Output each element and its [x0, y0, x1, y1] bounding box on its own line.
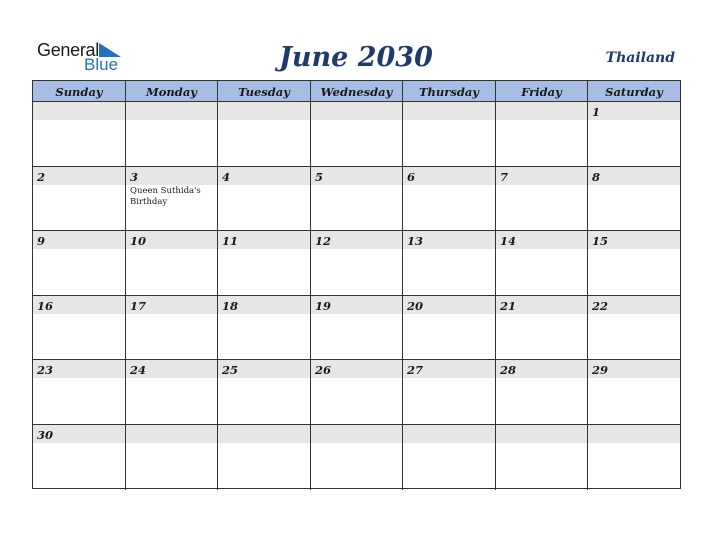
calendar-empty-cell [218, 425, 311, 490]
day-number: 29 [592, 363, 609, 378]
date-band [126, 425, 217, 443]
logo-word-blue: Blue [84, 55, 119, 74]
date-band [403, 102, 495, 120]
day-number: 11 [222, 234, 239, 249]
day-number: 16 [37, 298, 54, 313]
calendar-day-cell [588, 360, 680, 424]
date-band [496, 102, 587, 120]
calendar-day-cell [496, 231, 588, 295]
calendar-empty-cell [496, 425, 588, 490]
calendar-week-row [33, 425, 680, 490]
calendar-empty-cell [218, 102, 311, 166]
day-number: 10 [130, 234, 147, 249]
day-number: 7 [500, 169, 509, 184]
calendar-day-cell [33, 425, 126, 490]
calendar-day-cell [311, 296, 403, 360]
calendar-day-cell [126, 167, 218, 231]
calendar-empty-cell [403, 102, 496, 166]
date-band [33, 102, 125, 120]
calendar-empty-cell [403, 425, 496, 490]
weekday-header: Thursday [403, 81, 496, 101]
calendar-day-cell [33, 167, 126, 231]
date-band [403, 425, 495, 443]
day-number: 15 [592, 234, 609, 249]
date-band [403, 167, 495, 185]
weekday-header-row [33, 81, 680, 102]
calendar-day-cell [588, 296, 680, 360]
weekday-header: Tuesday [218, 81, 311, 101]
day-number: 21 [500, 298, 517, 313]
calendar-day-cell [588, 231, 680, 295]
calendar-empty-cell [496, 102, 588, 166]
calendar-week-row [33, 360, 680, 425]
day-number: 28 [500, 363, 517, 378]
day-number: 3 [130, 169, 139, 184]
day-number: 18 [222, 298, 239, 313]
calendar-grid [32, 80, 681, 489]
day-number: 26 [315, 363, 332, 378]
date-band [33, 167, 125, 185]
date-band [311, 102, 402, 120]
country-label: Thailand [605, 50, 675, 66]
date-band [218, 167, 310, 185]
calendar-day-cell [403, 231, 496, 295]
calendar-empty-cell [33, 102, 126, 166]
calendar-title: June 2030 [279, 42, 433, 73]
calendar-day-cell [311, 231, 403, 295]
day-number: 2 [37, 169, 46, 184]
calendar-day-cell [588, 102, 680, 166]
calendar-day-cell [218, 360, 311, 424]
calendar-day-cell [218, 167, 311, 231]
date-band [33, 231, 125, 249]
calendar-day-cell [403, 296, 496, 360]
weekday-header: Sunday [33, 81, 126, 101]
day-number: 8 [592, 169, 601, 184]
day-number: 24 [130, 363, 147, 378]
day-number: 6 [407, 169, 416, 184]
date-band [588, 167, 680, 185]
calendar-week-row [33, 167, 680, 232]
calendar-empty-cell [588, 425, 680, 490]
day-number: 13 [407, 234, 424, 249]
calendar-day-cell [403, 360, 496, 424]
date-band [311, 425, 402, 443]
date-band [126, 167, 217, 185]
day-number: 12 [315, 234, 332, 249]
day-number: 25 [222, 363, 239, 378]
calendar-day-cell [218, 296, 311, 360]
holiday-event: Queen Suthida's Birthday [130, 185, 201, 207]
day-number: 19 [315, 298, 332, 313]
calendar-empty-cell [126, 425, 218, 490]
date-band [496, 167, 587, 185]
calendar-week-row [33, 296, 680, 361]
logo-word-general: General [37, 40, 99, 60]
calendar-day-cell [311, 167, 403, 231]
calendar-day-cell [588, 167, 680, 231]
day-number: 30 [37, 428, 54, 442]
date-band [496, 425, 587, 443]
calendar-day-cell [33, 296, 126, 360]
day-number: 1 [592, 105, 601, 119]
day-number: 5 [315, 169, 324, 184]
weekday-header: Saturday [605, 85, 663, 99]
day-number: 23 [37, 363, 54, 378]
calendar-day-cell [496, 360, 588, 424]
date-band [218, 425, 310, 443]
calendar-day-cell [33, 360, 126, 424]
day-number: 22 [592, 298, 609, 313]
calendar-day-cell [496, 296, 588, 360]
day-number: 4 [222, 169, 231, 184]
weekday-header: Friday [496, 81, 588, 101]
calendar-empty-cell [311, 425, 403, 490]
day-number: 14 [500, 234, 517, 249]
day-number: 27 [407, 363, 424, 378]
calendar-day-cell [496, 167, 588, 231]
calendar-empty-cell [311, 102, 403, 166]
date-band [588, 102, 680, 120]
calendar-empty-cell [126, 102, 218, 166]
weekday-header: Wednesday [311, 81, 403, 101]
date-band [218, 102, 310, 120]
weekday-header: Monday [126, 81, 218, 101]
calendar-day-cell [126, 360, 218, 424]
calendar-day-cell [218, 231, 311, 295]
calendar-day-cell [311, 360, 403, 424]
calendar-day-cell [126, 231, 218, 295]
day-number: 17 [130, 298, 147, 313]
calendar-day-cell [403, 167, 496, 231]
date-band [311, 167, 402, 185]
calendar-day-cell [33, 231, 126, 295]
day-number: 9 [37, 234, 46, 249]
calendar-day-cell [126, 296, 218, 360]
date-band [588, 425, 680, 443]
date-band [126, 102, 217, 120]
day-number: 20 [407, 298, 424, 313]
calendar-week-row [33, 231, 680, 296]
calendar-week-row [33, 102, 680, 167]
